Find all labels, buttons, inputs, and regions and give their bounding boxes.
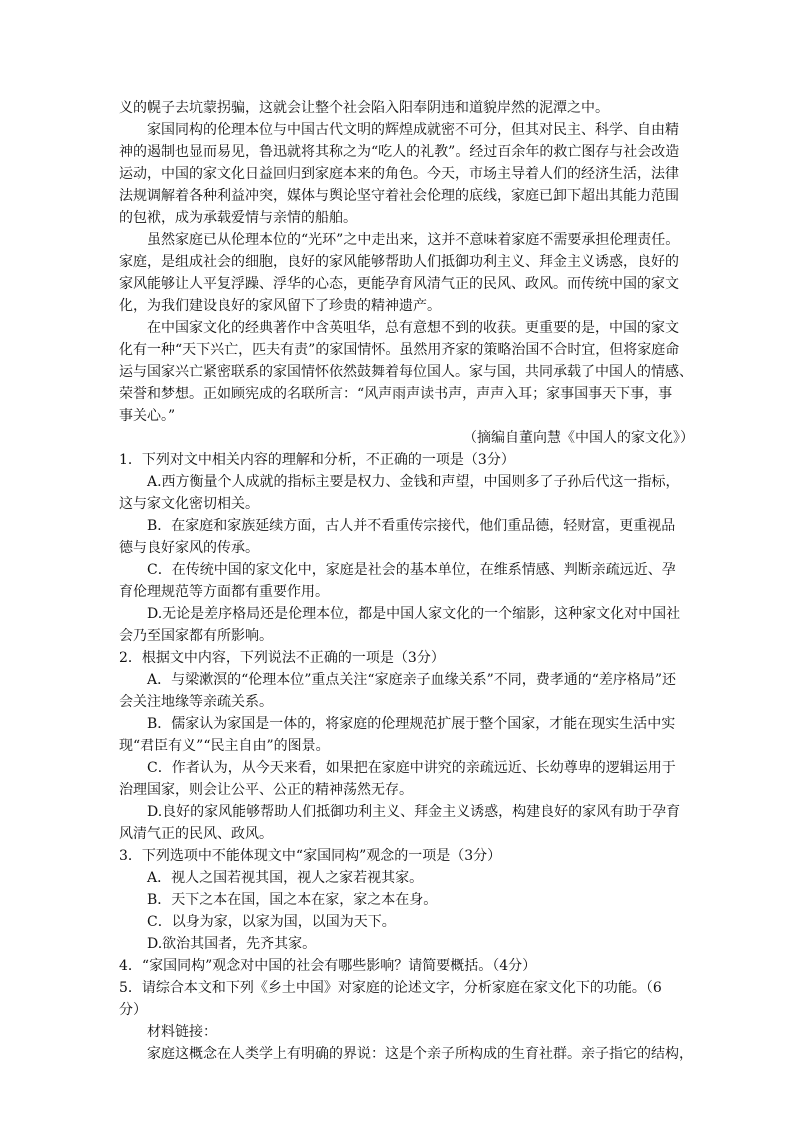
text-line: 神的遏制也显而易见，鲁迅就将其称之为“吃人的礼教”。经过百余年的救亡图存与社会改造 xyxy=(119,144,680,160)
option-3a: A．视人之国若视其国，视人之家若视其家。 xyxy=(147,870,424,886)
text-line: 荣誉和梦想。正如顾宪成的名联所言：“风声雨声读书声，声声入耳；家事国事天下事，事 xyxy=(119,386,673,402)
text-line: 会乃至国家都有所影响。 xyxy=(119,628,273,644)
source-citation: （摘编自董向慧《中国人的家文化》） xyxy=(463,430,694,446)
question-2: 2．根据文中内容，下列说法不正确的一项是（3分） xyxy=(119,650,445,666)
text-line: 在中国家文化的经典著作中含英咀华，总有意想不到的收获。更重要的是，中国的家文 xyxy=(147,320,679,336)
text-line: 现“君臣有义”“民主自由”的图景。 xyxy=(119,738,330,754)
text-line: 家庭，是组成社会的细胞，良好的家风能够帮助人们抵御功利主义、拜金主义诱惑，良好的 xyxy=(119,254,679,270)
option-1d: D.无论是差序格局还是伦理本位，都是中国人家文化的一个缩影，这种家文化对中国社 xyxy=(147,606,681,622)
text-line: 虽然家庭已从伦理本位的“光环”之中走出来，这并不意味着家庭不需要承担伦理责任。 xyxy=(147,232,680,248)
text-line: 运与国家兴亡紧密联系的家国情怀依然鼓舞着每位国人。家与国，共同承载了中国人的情感、 xyxy=(119,364,693,380)
option-2b: B．儒家认为家国是一体的，将家庭的伦理规范扩展于整个国家，才能在现实生活中实 xyxy=(147,716,676,732)
option-3d: D.欲治其国者，先齐其家。 xyxy=(147,936,317,952)
option-1c: C．在传统中国的家文化中，家庭是社会的基本单位，在维系情感、判断亲疏远近、孕 xyxy=(147,562,676,578)
option-2a: A．与梁漱溟的“伦理本位”重点关注“家庭亲子血缘关系”不同，费孝通的“差序格局”还 xyxy=(147,672,677,688)
question-5: 5．请综合本文和下列《乡土中国》对家庭的论述文字，分析家庭在家文化下的功能。（6 xyxy=(119,980,662,996)
text-line: 法规调解着各种利益冲突，媒体与舆论坚守着社会伦理的底线，家庭已卸下超出其能力范围 xyxy=(119,188,679,204)
material-link-label: 材料链接： xyxy=(147,1024,217,1040)
text-line: 分） xyxy=(119,1002,147,1018)
text-line: 运动，中国的家文化日益回归到家庭本来的角色。今天，市场主导着人们的经济生活，法律 xyxy=(119,166,679,182)
text-line: 化，为我们建设良好的家风留下了珍贵的精神遗产。 xyxy=(119,298,441,314)
text-line: 的包袱，成为承载爱情与亲情的船舶。 xyxy=(119,210,357,226)
option-2c: C．作者认为，从今天来看，如果把在家庭中讲究的亲疏远近、长幼尊卑的逻辑运用于 xyxy=(147,760,676,776)
text-line: 家国同构的伦理本位与中国古代文明的辉煌成就密不可分，但其对民主、科学、自由精 xyxy=(147,122,679,138)
text-line: 治理国家，则会让公平、公正的精神荡然无存。 xyxy=(119,782,413,798)
text-line: 会关注地缘等亲疏关系。 xyxy=(119,694,273,710)
text-line: 事关心。” xyxy=(119,408,176,424)
question-1: 1．下列对文中相关内容的理解和分析，不正确的一项是（3分） xyxy=(119,452,515,468)
option-1a: A.西方衡量个人成就的指标主要是权力、金钱和声望，中国则多了子孙后代这一指标， xyxy=(147,474,680,490)
option-1b: B．在家庭和家族延续方面，古人并不看重传宗接代，他们重品德，轻财富，更重视品 xyxy=(147,518,676,534)
option-3c: C．以身为家，以家为国，以国为天下。 xyxy=(147,914,396,930)
text-line: 义的幌子去坑蒙拐骗，这就会让整个社会陷入阳奉阴违和道貌岸然的泥潭之中。 xyxy=(119,100,609,116)
option-3b: B．天下之本在国，国之本在家，家之本在身。 xyxy=(147,892,438,908)
question-3: 3．下列选项中不能体现文中“家国同构”观念的一项是（3分） xyxy=(119,848,502,864)
text-line: 育伦理规范等方面都有重要作用。 xyxy=(119,584,329,600)
text-line: 德与良好家风的传承。 xyxy=(119,540,259,556)
text-line: 家庭这概念在人类学上有明确的界说：这是个亲子所构成的生育社群。亲子指它的结构， xyxy=(147,1046,693,1062)
text-line: 这与家文化密切相关。 xyxy=(119,496,259,512)
text-line: 风清气正的民风、政风。 xyxy=(119,826,273,842)
question-4: 4．“家国同构”观念对中国的社会有哪些影响？请简要概括。（4分） xyxy=(119,958,537,974)
text-line: 化有一种“天下兴亡，匹夫有责”的家国情怀。虽然用齐家的策略治国不合时宜，但将家庭命 xyxy=(119,342,680,358)
option-2d: D.良好的家风能够帮助人们抵御功利主义、拜金主义诱惑，构建良好的家风有助于孕育 xyxy=(147,804,681,820)
text-line: 家风能够让人平复浮躁、浮华的心态，更能孕育风清气正的民风、政风。而传统中国的家文 xyxy=(119,276,679,292)
